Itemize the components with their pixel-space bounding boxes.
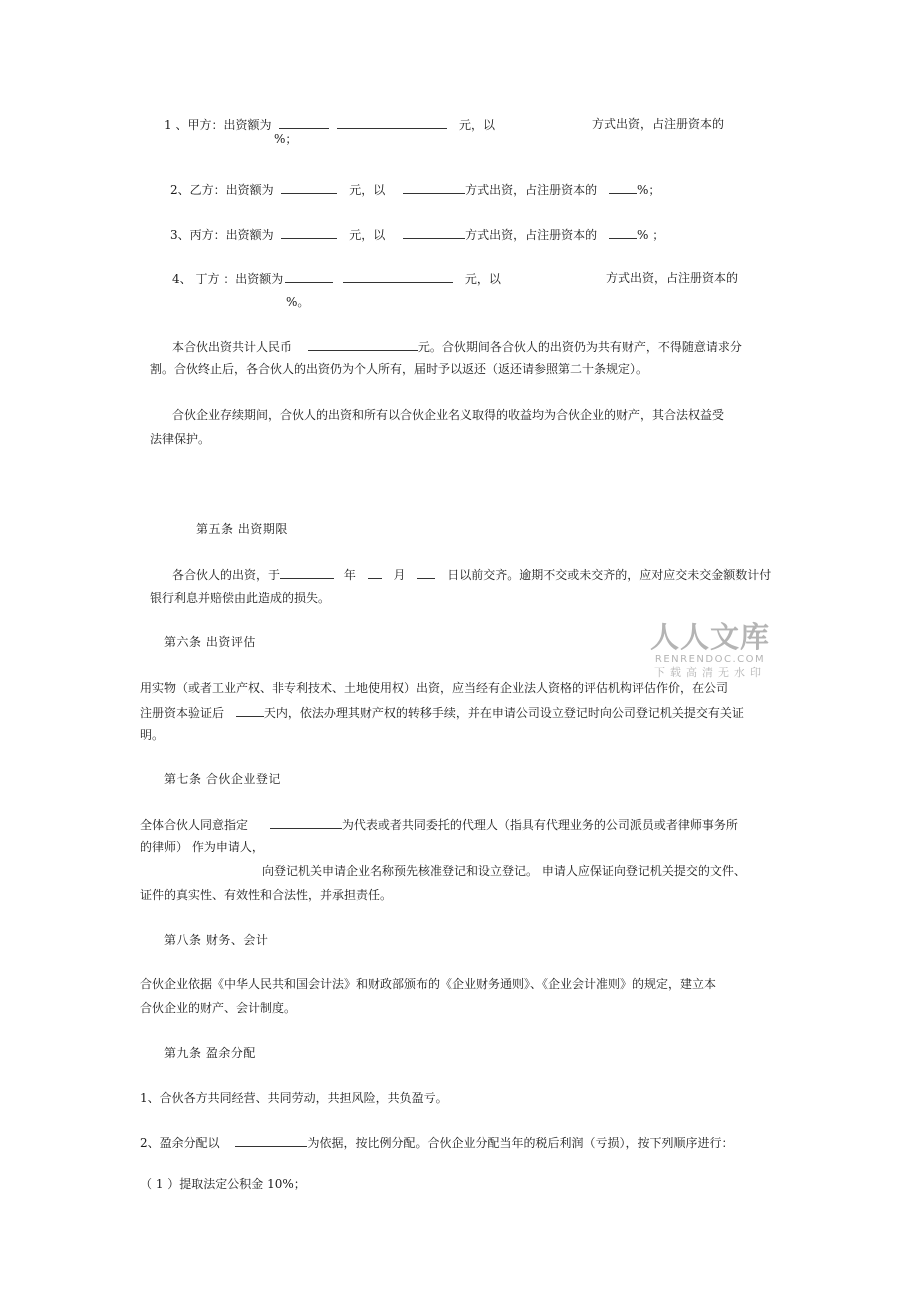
blank-amount <box>343 270 453 283</box>
party-c-method-label: 元，以 <box>349 228 386 242</box>
article-8-heading: 第八条 财务、会计 <box>164 933 269 947</box>
deadline-label: 各合伙人的出资，于 <box>172 568 281 582</box>
total-capital-text: 元。合伙期间各合伙人的出资仍为共有财产，不得随意请求分 <box>417 340 742 354</box>
party-d-ratio-label: 方式出资，占注册资本的 <box>606 271 739 285</box>
watermark-tagline: 下载高清无水印 <box>654 666 766 679</box>
article-9-heading: 第九条 盈余分配 <box>164 1046 256 1060</box>
blank-method <box>403 181 465 194</box>
paragraph-line: 银行利息并赔偿由此造成的损失。 <box>150 591 331 605</box>
verification-label: 注册资本验证后 <box>140 706 225 720</box>
designation-line <box>140 816 738 833</box>
paragraph-line: 1、合伙各方共同经营、共同劳动，共担风险，共负盈亏。 <box>140 1091 448 1105</box>
blank-month <box>368 566 382 579</box>
blank-basis <box>235 1134 307 1147</box>
paragraph-line: 法律保护。 <box>150 432 211 446</box>
paragraph-line: 证件的真实性、有效性和合法性，并承担责任。 <box>140 888 393 902</box>
year-label: 年 <box>343 568 356 582</box>
blank-day <box>417 566 435 579</box>
watermark <box>645 620 775 680</box>
party-b-percent: %； <box>636 183 661 197</box>
party-c-percent: % ； <box>636 228 665 242</box>
blank-amount <box>279 116 329 129</box>
party-b-amount-label: 2、乙方：出资额为 <box>170 183 274 197</box>
blank-percent <box>609 226 637 239</box>
blank-days <box>236 704 264 717</box>
party-a-amount-label: 1 、甲方：出资额为 <box>164 118 272 132</box>
article-6-heading: 第六条 出资评估 <box>164 635 256 649</box>
profit-basis-line <box>140 1134 733 1151</box>
party-c-amount-label: 3、丙方：出资额为 <box>170 228 274 242</box>
article-7-heading: 第七条 合伙企业登记 <box>164 772 281 786</box>
party-d-amount-label: 4、 丁方 ：出资额为 <box>172 272 284 286</box>
blank-amount <box>281 226 337 239</box>
paragraph-line: 合伙企业存续期间，合伙人的出资和所有以合伙企业名义取得的收益均为合伙企业的财产，其合法权益受 <box>172 408 725 422</box>
watermark-logo-text: 人人文库 <box>649 620 770 654</box>
paragraph-line: 明。 <box>140 728 165 742</box>
party-d-method-label: 元，以 <box>464 272 501 286</box>
profit-basis-text: 为依据，按比例分配。合伙企业分配当年的税后利润（亏损），按下列顺序进行： <box>307 1136 734 1150</box>
party-a-ratio-label: 方式出资，占注册资本的 <box>592 117 725 131</box>
party-c-ratio-label: 方式出资，占注册资本的 <box>465 228 598 242</box>
watermark-domain: RENRENDOC.COM <box>654 654 766 665</box>
designation-text: 为代表或者共同委托的代理人（指具有代理业务的公司派员或者律师事务所 <box>341 818 738 832</box>
deadline-text: 日以前交齐。逾期不交或未交齐的，应对应交未交金额数计付 <box>447 568 772 582</box>
article-5-heading: 第五条 出资期限 <box>196 522 288 536</box>
total-capital-label: 本合伙出资共计人民币 <box>172 340 293 354</box>
blank-amount <box>337 116 447 129</box>
verification-text: 天内，依法办理其财产权的转移手续，并在申请公司设立登记时向公司登记机关提交有关证 <box>263 706 744 720</box>
clause-party-d <box>172 270 501 287</box>
clause-party-a <box>164 116 495 133</box>
blank-amount <box>281 181 337 194</box>
party-a-percent: %； <box>274 132 298 146</box>
month-label: 月 <box>393 568 406 582</box>
blank-total <box>308 338 418 351</box>
party-b-method-label: 元，以 <box>349 183 386 197</box>
paragraph-line: 的律师） 作为申请人， <box>140 840 264 854</box>
clause-party-c <box>170 226 664 243</box>
verification-line <box>140 704 744 721</box>
paragraph-line: 向登记机关申请企业名称预先核准登记和设立登记。 申请人应保证向登记机关提交的文件、 <box>262 864 746 878</box>
blank-year <box>280 566 334 579</box>
paragraph-line: 合伙企业依据《中华人民共和国会计法》和财政部颁布的《企业财务通则》、《企业会计准则》的规定，建立本 <box>140 977 717 991</box>
total-capital-line <box>172 338 742 355</box>
party-a-method-label: 元，以 <box>458 118 495 132</box>
profit-basis-label: 2、盈余分配以 <box>140 1136 220 1150</box>
clause-party-b <box>170 181 660 198</box>
paragraph-line: 用实物（或者工业产权、非专利技术、土地使用权）出资，应当经有企业法人资格的评估机构评估作价，在公司 <box>140 681 729 695</box>
paragraph-line: （ 1 ）提取法定公积金 10%； <box>140 1177 306 1191</box>
party-b-ratio-label: 方式出资，占注册资本的 <box>465 183 598 197</box>
blank-method <box>403 226 465 239</box>
blank-representative <box>270 816 342 829</box>
deadline-line <box>172 566 771 583</box>
paragraph-line: 割。合伙终止后，各合伙人的出资仍为个人所有，届时予以返还（返还请参照第二十条规定）。 <box>150 362 649 376</box>
blank-amount <box>285 270 333 283</box>
party-d-percent: %。 <box>286 295 310 309</box>
paragraph-line: 合伙企业的财产、会计制度。 <box>140 1001 297 1015</box>
blank-percent <box>609 181 637 194</box>
designation-label: 全体合伙人同意指定 <box>140 818 249 832</box>
